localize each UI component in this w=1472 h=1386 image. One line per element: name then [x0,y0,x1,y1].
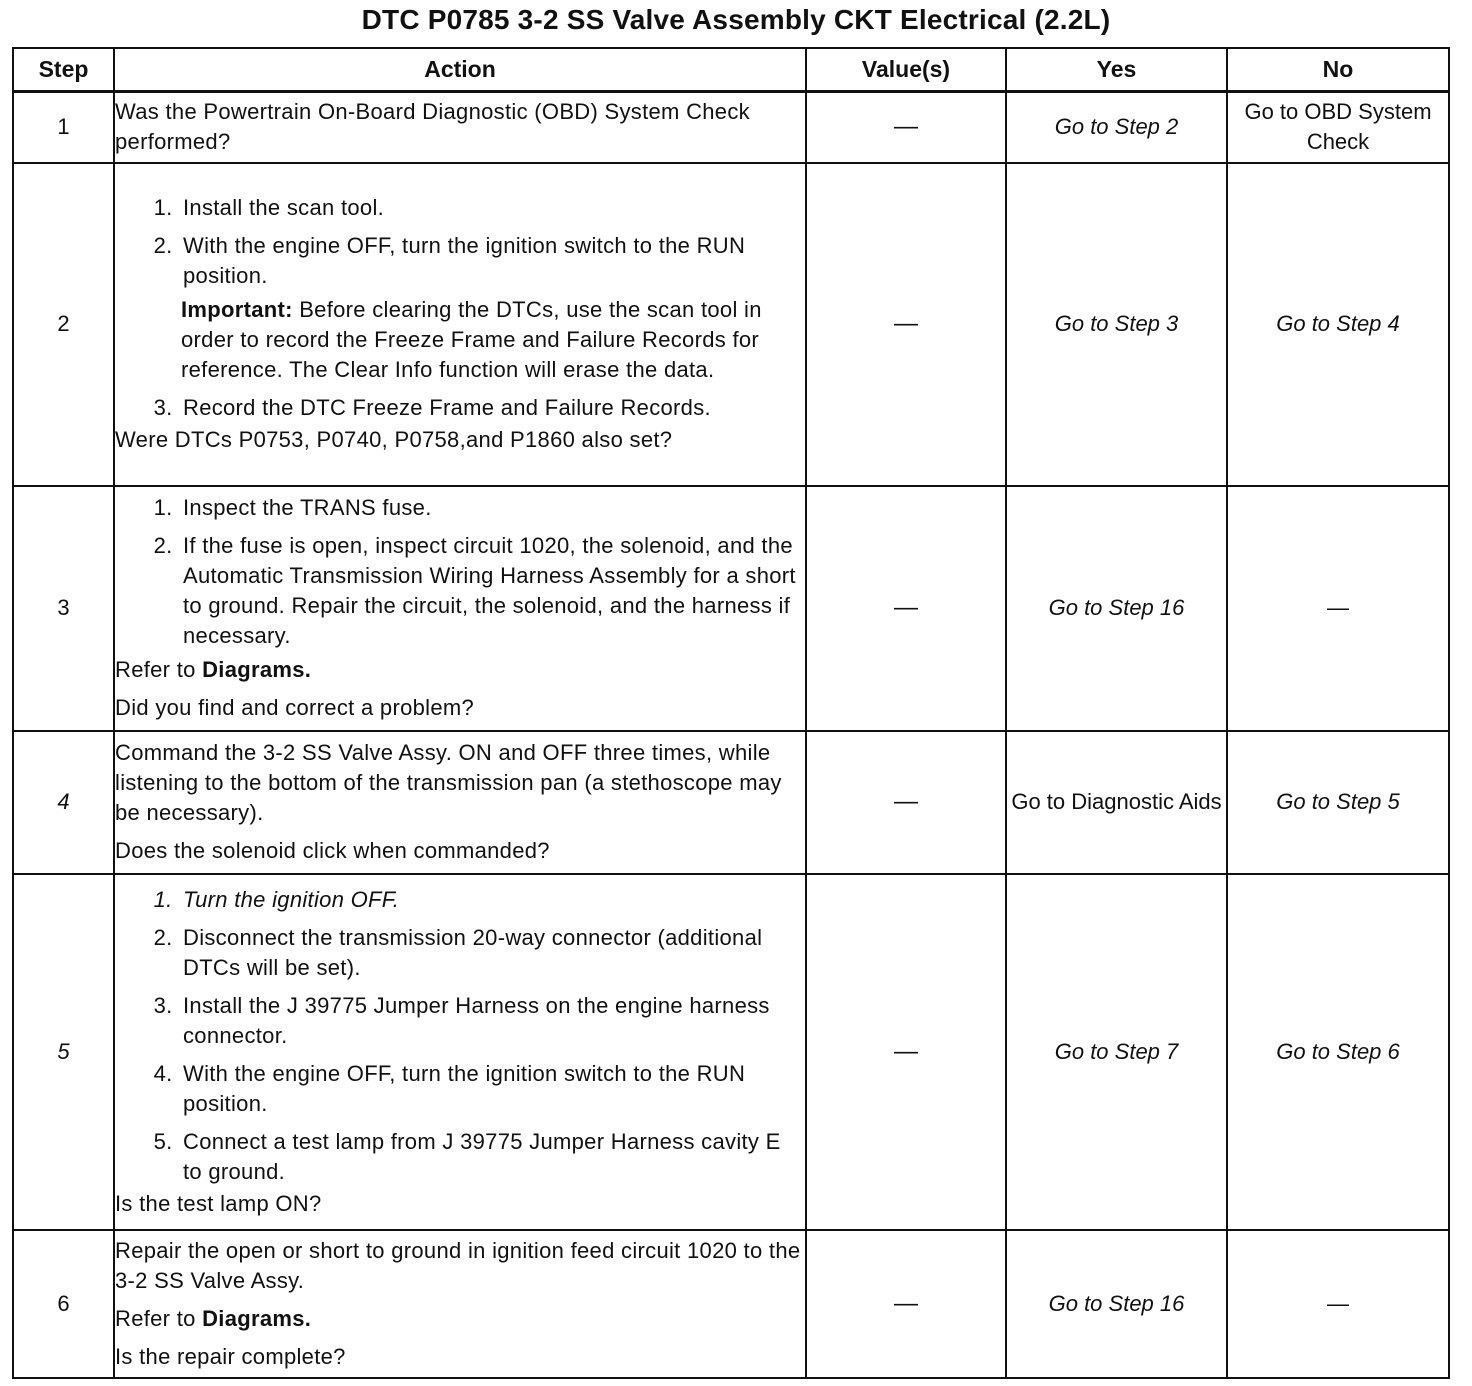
refer-line [115,655,805,685]
procedure-step: 3. Install the J 39775 Jumper Harness on the engine harness connector. [179,991,805,1051]
step-number: 3 [13,486,114,731]
procedure-step: 5. Connect a test lamp from J 39775 Jumper Harness cavity E to ground. [179,1127,805,1187]
procedure-list [115,885,805,1187]
procedure-step: 2. With the engine OFF, turn the ignition switch to the RUN position. [179,231,805,291]
procedure-list [115,193,805,291]
step-number: 1 [13,92,114,163]
yes-cell: Go to Diagnostic Aids [1006,731,1227,874]
important-label: Important: [181,297,293,322]
procedure-step: 3. Record the DTC Freeze Frame and Failure Records. [179,393,805,423]
question-text: Did you find and correct a problem? [115,695,475,720]
no-cell: Go to OBD System Check [1227,92,1449,163]
action-cell [114,486,806,731]
no-cell: Go to Step 6 [1227,874,1449,1230]
page-title: DTC P0785 3-2 SS Valve Assembly CKT Electrical (2.2L) [361,4,1111,35]
important-text: Before clearing the DTCs, use the scan tool in order to record the Freeze Frame and Failure Records for reference. The Clear Info function will erase the data. [181,297,762,382]
diagnostic-table [12,47,1450,1379]
refer-line [115,1304,805,1334]
value-cell: — [806,163,1006,486]
action-text: Command the 3-2 SS Valve Assy. ON and OFF three times, while listening to the bottom of the transmission pan (a stethoscope may be necessary). [115,740,782,825]
question-text: Is the test lamp ON? [115,1190,322,1216]
table-header-row [13,48,1449,92]
column-header-values: Value(s) [806,48,1006,92]
step-number: 4 [13,731,114,874]
action-cell [114,731,806,874]
value-cell: — [806,486,1006,731]
no-cell: — [1227,486,1449,731]
table-row [13,486,1449,731]
yes-cell: Go to Step 16 [1006,1230,1227,1378]
action-cell [114,163,806,486]
table-row [13,731,1449,874]
procedure-step: 1. Install the scan tool. [179,193,805,223]
no-cell: Go to Step 5 [1227,731,1449,874]
step-number: 2 [13,163,114,486]
no-cell: — [1227,1230,1449,1378]
action-cell [114,874,806,1230]
action-cell [114,1230,806,1378]
refer-prefix: Refer to [115,657,196,682]
procedure-step: 4. With the engine OFF, turn the ignition switch to the RUN position. [179,1059,805,1119]
column-header-action: Action [114,48,806,92]
procedure-step: 1. Turn the ignition OFF. [179,885,805,915]
yes-cell: Go to Step 2 [1006,92,1227,163]
column-header-no: No [1227,48,1449,92]
table-row [13,163,1449,486]
yes-cell: Go to Step 7 [1006,874,1227,1230]
table-row [13,1230,1449,1378]
action-text: Was the Powertrain On-Board Diagnostic (OBD) System Check performed? [115,99,750,155]
value-cell: — [806,874,1006,1230]
value-cell: — [806,1230,1006,1378]
table-row [13,92,1449,163]
step-number: 6 [13,1230,114,1378]
procedure-list [115,493,805,651]
table-row [13,874,1449,1230]
step-number: 5 [13,874,114,1230]
yes-cell: Go to Step 16 [1006,486,1227,731]
important-note [181,295,805,385]
procedure-step: 1. Inspect the TRANS fuse. [179,493,805,523]
procedure-step: 2. Disconnect the transmission 20-way connector (additional DTCs will be set). [179,923,805,983]
diagrams-link[interactable]: Diagrams. [202,657,312,682]
action-text: Repair the open or short to ground in ignition feed circuit 1020 to the 3-2 SS Valve Assy. [115,1237,801,1293]
question-text: Is the repair complete? [115,1343,346,1369]
refer-prefix: Refer to [115,1305,196,1331]
column-header-yes: Yes [1006,48,1227,92]
diagrams-link[interactable]: Diagrams. [202,1305,312,1331]
value-cell: — [806,731,1006,874]
action-cell [114,92,806,163]
no-cell: Go to Step 4 [1227,163,1449,486]
question-text: Does the solenoid click when commanded? [115,838,550,863]
question-text: Were DTCs P0753, P0740, P0758,and P1860 also set? [115,427,673,452]
yes-cell: Go to Step 3 [1006,163,1227,486]
column-header-step: Step [13,48,114,92]
procedure-list [115,393,805,423]
value-cell: — [806,92,1006,163]
procedure-step: 2. If the fuse is open, inspect circuit 1020, the solenoid, and the Automatic Transmission Wiring Harness Assembly for a short to ground. Repair the circuit, the solenoid, and the harness if necessary. [179,531,805,651]
